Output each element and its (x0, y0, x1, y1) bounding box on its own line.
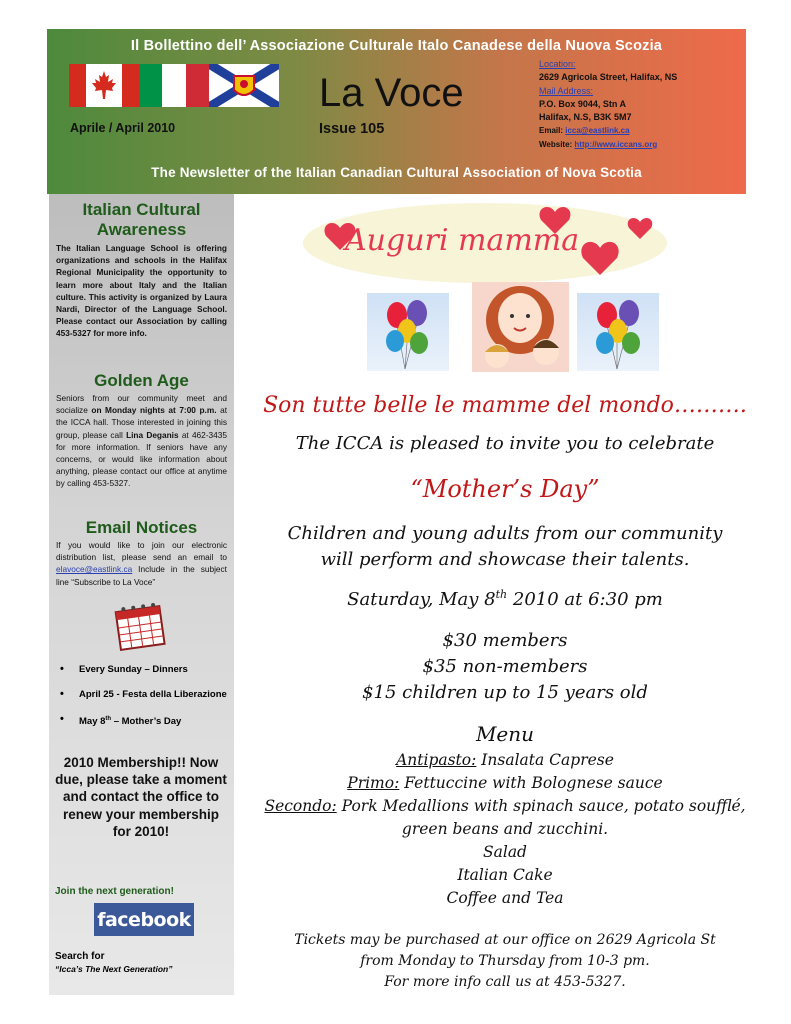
menu-dish: Fettuccine with Bolognese sauce (399, 774, 663, 792)
email-notices-heading: Email Notices (85, 518, 198, 537)
search-for-text: Search for (55, 951, 105, 962)
menu-dish: Insalata Caprese (476, 751, 614, 769)
masthead-title: La Voce (319, 71, 464, 115)
menu-title: Menu (475, 722, 535, 746)
price-line: $35 non-members (422, 656, 588, 677)
website-line (539, 138, 677, 151)
ticket-info-line: For more info call us at 453-5327. (384, 974, 626, 990)
event-date-time (250, 588, 760, 610)
events-list (57, 664, 229, 741)
membership-notice: 2010 Membership!! Now due, please take a moment and contact the office to renew your membership for 2010! (55, 755, 227, 839)
menu-dish: green beans and zucchini. (401, 820, 609, 838)
golden-contact-name: Lina Deganis (126, 429, 179, 440)
balloons-left-icon (367, 293, 449, 371)
facebook-group-name: “Icca’s The Next Generation” (55, 964, 173, 974)
menu-item (250, 749, 760, 772)
menu-list (250, 749, 760, 910)
golden-text-2: at the ICCA hall. Those interested in joining this group, please call (56, 405, 227, 440)
flags-row (69, 64, 279, 107)
performance-text (250, 521, 760, 573)
italy-flag-icon (139, 64, 209, 107)
cultural-awareness-section (49, 200, 234, 340)
price-line: $30 members (442, 630, 568, 651)
email-notices-section (49, 518, 234, 588)
po-box: P.O. Box 9044, Stn A (539, 98, 627, 109)
menu-dish: Italian Cake (457, 866, 553, 884)
mother-children-illustration (472, 282, 569, 372)
email-notices-text (49, 539, 234, 588)
join-generation-text: Join the next generation! (55, 886, 174, 897)
event-date-suffix: th (495, 588, 508, 601)
facebook-logo[interactable]: facebook (94, 903, 194, 936)
menu-dish: Coffee and Tea (446, 889, 564, 907)
menu-item (250, 887, 760, 910)
header-subtitle: The Newsletter of the Italian Canadian Cultural Association of Nova Scotia (151, 165, 642, 180)
menu-dish: Pork Medallions with spinach sauce, potato soufflé, (336, 797, 746, 815)
golden-age-heading: Golden Age (94, 371, 189, 390)
website-label: Website: (539, 139, 575, 149)
website-link[interactable]: http://www.iccans.org (574, 139, 658, 149)
golden-text-1: Seniors from our community meet and socialize (56, 393, 227, 416)
calendar-icon (112, 601, 168, 653)
headline: Son tutte belle le mamme del mondo………. (263, 393, 747, 418)
golden-text-3: at 462-3435 for more information. If seniors have any concerns, or would like information about anything, please contact our office at anytime by calling 453-5327. (56, 429, 228, 489)
header-top-title: Il Bollettino dell’ Associazione Culturale Italo Canadese della Nuova Scozia (130, 38, 663, 54)
menu-item (250, 795, 760, 818)
event-name: – Mother’s Day (111, 716, 182, 728)
golden-age-section (49, 371, 234, 490)
mothers-day-title: “Mother’s Day” (410, 475, 600, 503)
golden-time: on Monday nights at 7:00 p.m. (91, 405, 217, 416)
menu-item (250, 864, 760, 887)
menu-course: Antipasto: (396, 751, 477, 769)
performance-line-2: will perform and showcase their talents. (320, 549, 690, 570)
event-item (57, 714, 229, 727)
email-line (539, 124, 677, 137)
cultural-awareness-text: The Italian Language School is offering organizations and schools in the Halifax Regional Municipality the opportunity to learn more about Italy and the Italian culture. This activity is organized by Laura Nardi, Director of the Language School. Please contact our Association by calling 453-5327 for more info. (56, 243, 227, 339)
ticket-prices (250, 628, 760, 706)
menu-course: Primo: (347, 774, 400, 792)
email-notices-text-2: Include in the subject line “Subscribe to La Voce” (56, 564, 227, 587)
email-link[interactable]: icca@eastlink.ca (565, 126, 630, 136)
email-label: Email: (539, 126, 566, 136)
city-postal: Halifax, N.S, B3K 5M7 (539, 112, 632, 123)
event-date-rest: 2010 at 6:30 pm (507, 589, 663, 610)
location-address: 2629 Agricola Street, Halifax, NS (539, 72, 678, 83)
menu-item (250, 772, 760, 795)
event-date: May 8 (79, 716, 106, 728)
mail-label: Mail Address: (539, 85, 594, 96)
menu-item (250, 818, 760, 841)
golden-age-text (49, 392, 234, 490)
sidebar (49, 194, 234, 995)
subscribe-email-link[interactable]: elavoce@eastlink.ca (56, 564, 133, 575)
auguri-mamma-text: Auguri mamma (345, 223, 580, 258)
auguri-mamma-banner (300, 198, 670, 288)
cultural-awareness-heading: Italian Cultural Awareness (82, 200, 201, 239)
price-line: $15 children up to 15 years old (362, 682, 648, 703)
performance-line-1: Children and young adults from our community (287, 523, 723, 544)
menu-dish: Salad (483, 843, 527, 861)
canada-flag-icon (69, 64, 139, 107)
issue-date: Aprile / April 2010 (70, 121, 176, 135)
ticket-info-line: from Monday to Thursday from 10-3 pm. (360, 953, 650, 969)
menu-item (250, 841, 760, 864)
ticket-info (250, 930, 760, 993)
contact-block (539, 58, 677, 151)
event-item: • Every Sunday – Dinners (57, 664, 229, 675)
email-notices-text-1: If you would like to join our electronic distribution list, please send an email to (56, 540, 227, 563)
nova-scotia-flag-icon (209, 64, 279, 107)
event-item: • April 25 - Festa della Liberazione (57, 689, 229, 700)
invite-text: The ICCA is pleased to invite you to celebrate (295, 433, 715, 454)
event-date-day: Saturday, May 8 (347, 589, 496, 610)
event-date-suffix: th (105, 716, 112, 722)
menu-course: Secondo: (264, 797, 337, 815)
newsletter-header (47, 29, 746, 194)
location-label: Location: (539, 59, 576, 69)
ticket-info-line: Tickets may be purchased at our office on 2629 Agricola St (294, 932, 716, 948)
balloons-right-icon (577, 293, 659, 371)
issue-number: Issue 105 (319, 121, 385, 137)
